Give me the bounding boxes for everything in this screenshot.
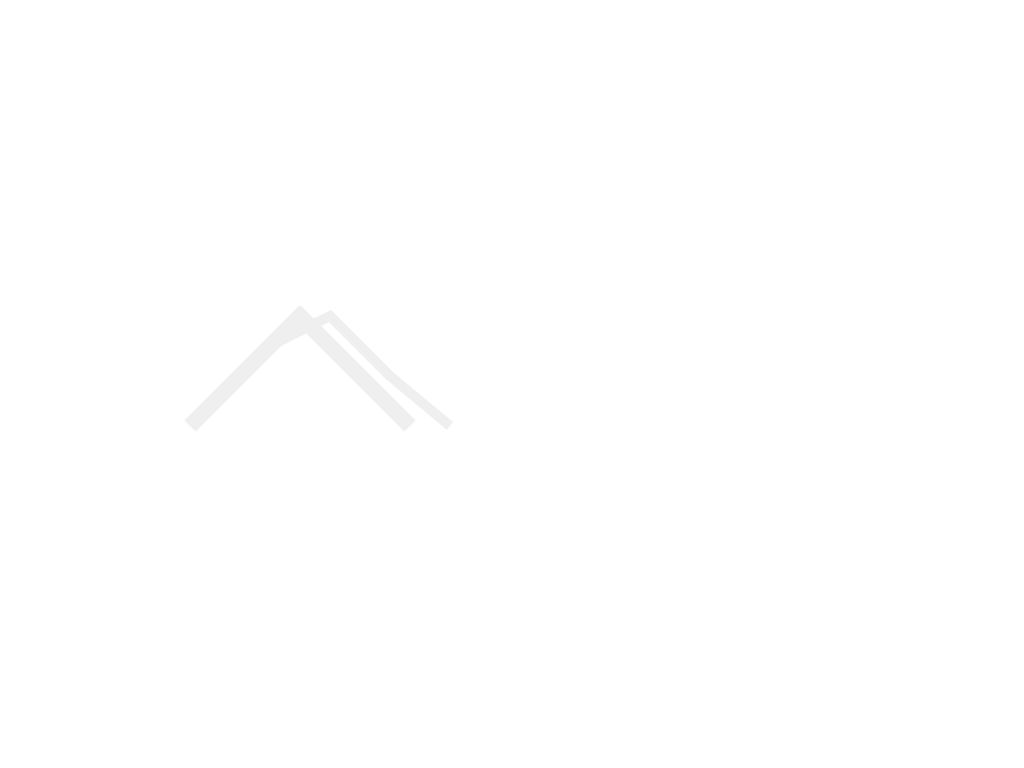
watermark-roof-logo bbox=[180, 306, 500, 436]
